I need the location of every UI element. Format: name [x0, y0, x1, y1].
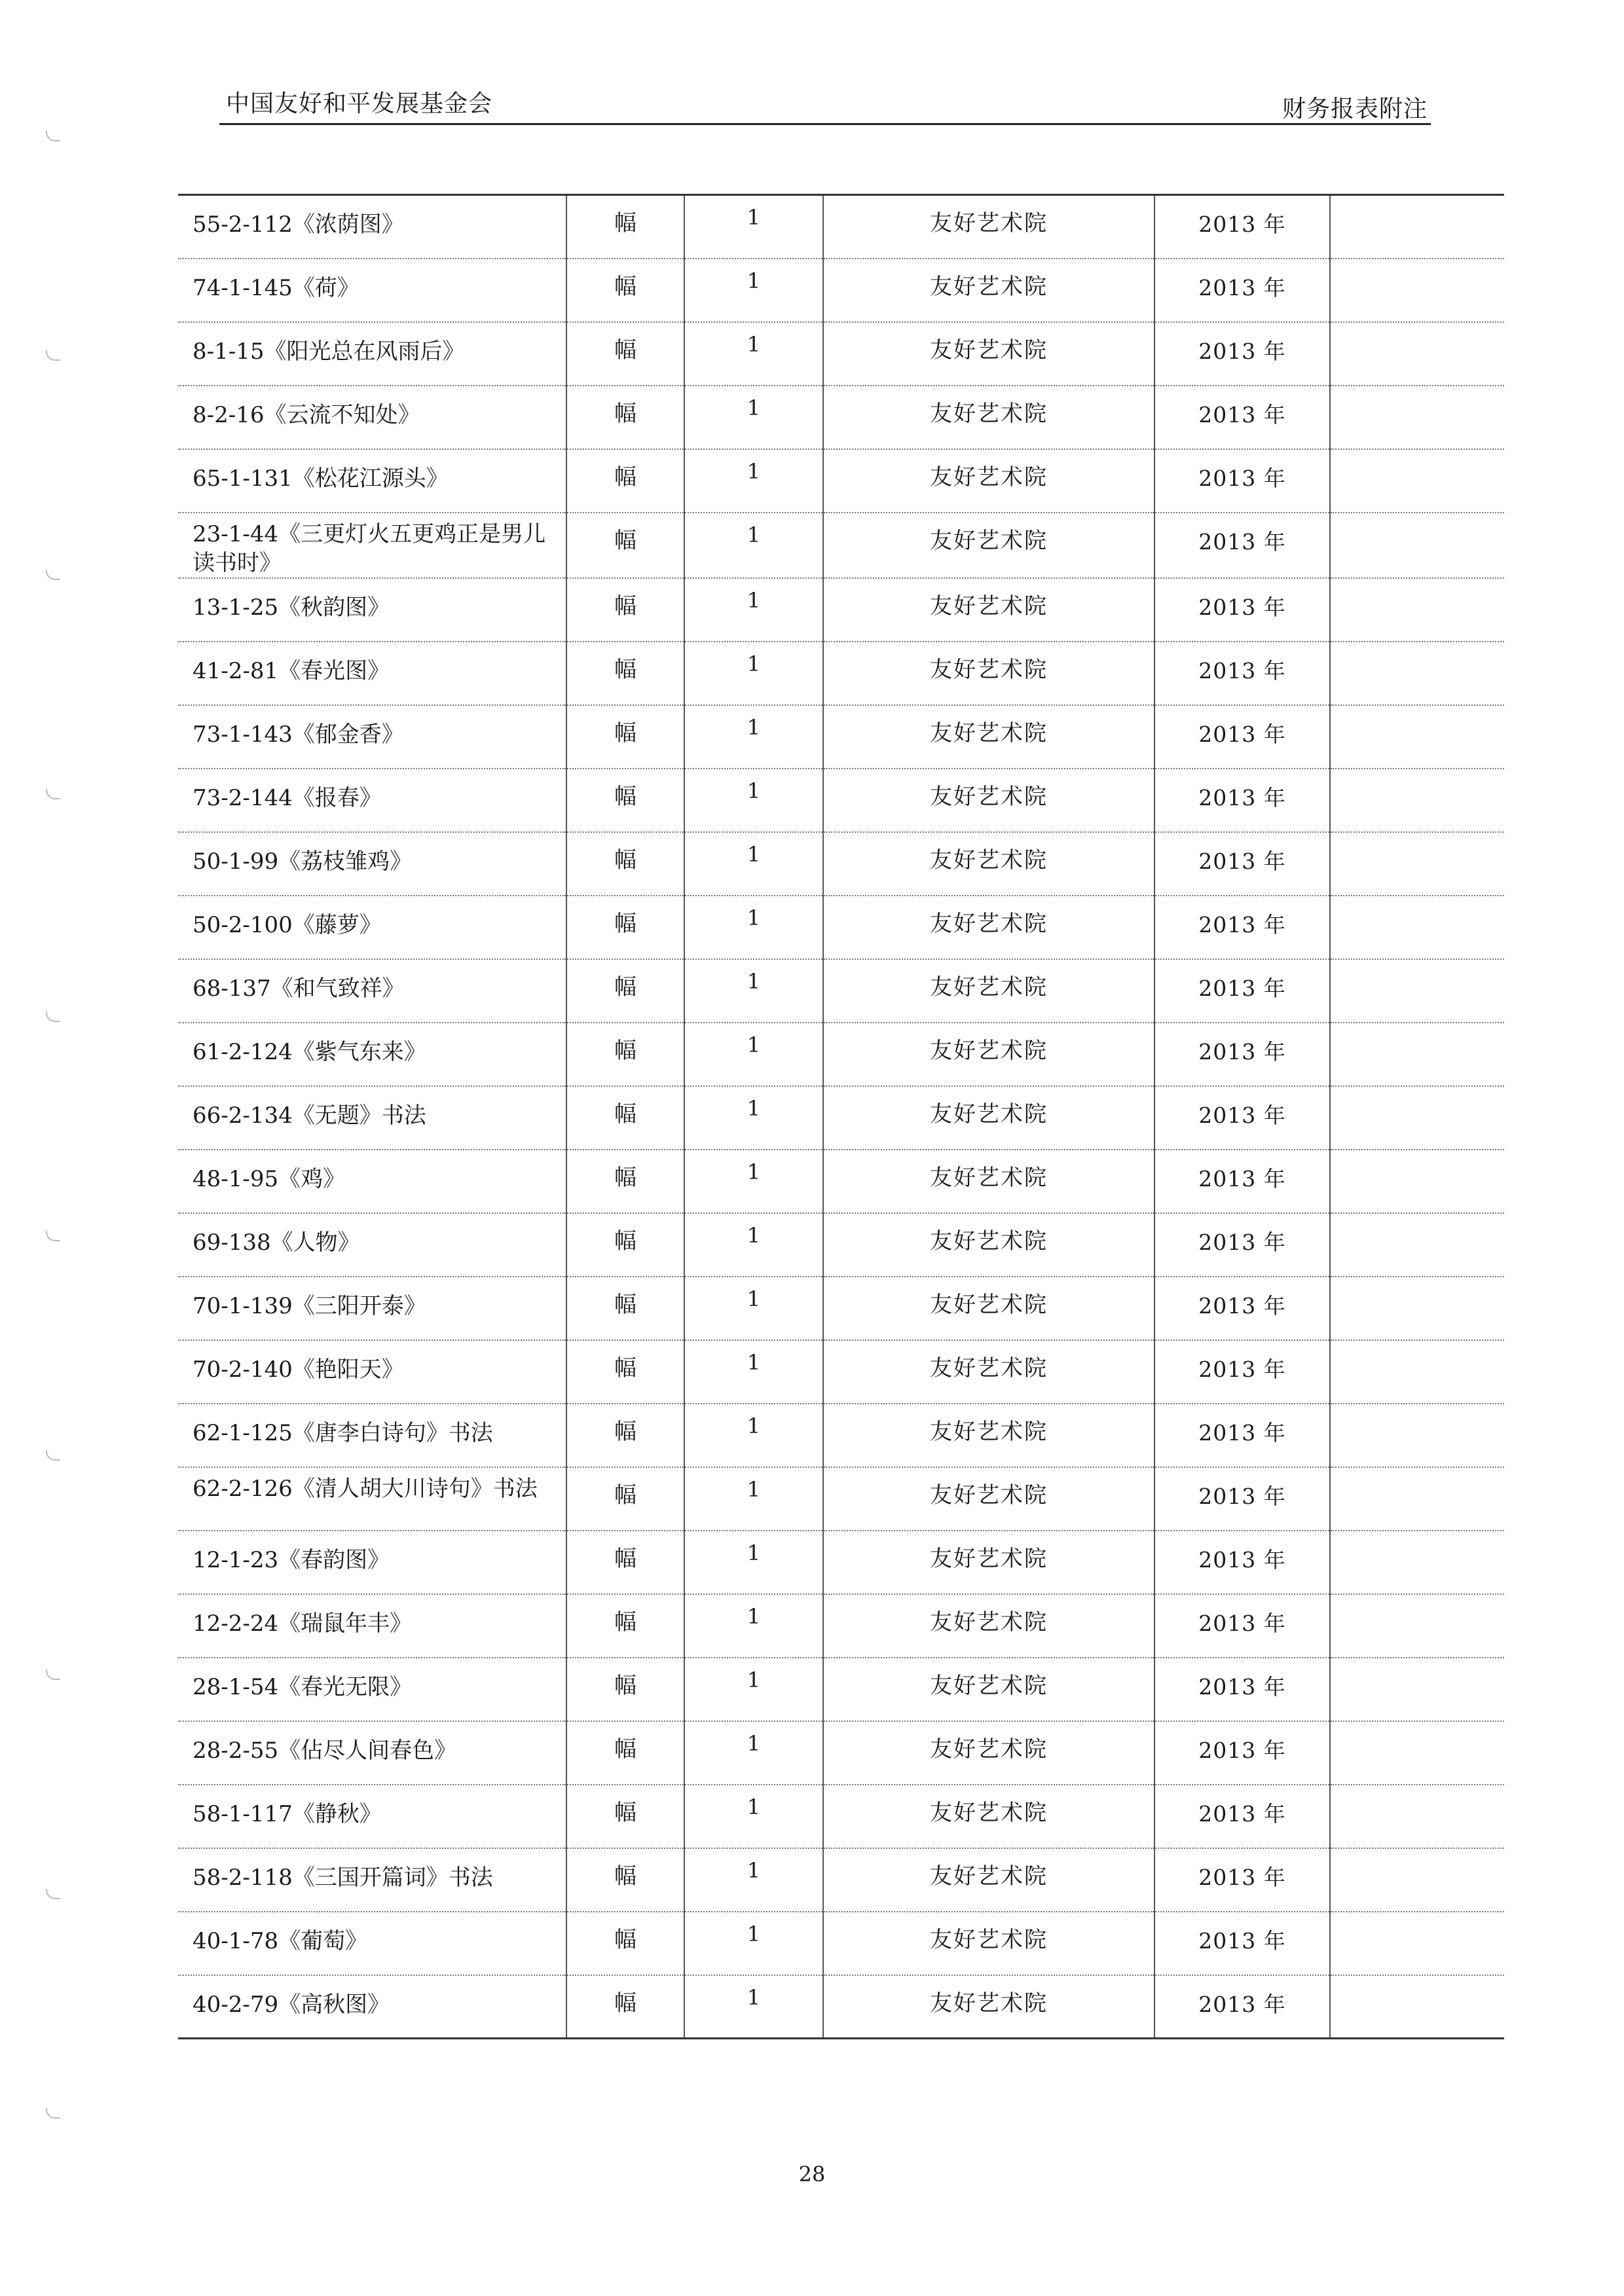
table-row: [178, 769, 1504, 832]
note-cell: [1330, 513, 1504, 578]
artwork-name-cell: 69-138《人物》: [178, 1213, 566, 1277]
unit-cell: 幅: [566, 449, 684, 513]
source-cell: 友好艺术院: [823, 259, 1154, 322]
quantity-cell: 1: [684, 1785, 823, 1848]
quantity-cell: 1: [684, 1658, 823, 1721]
header-divider: [219, 123, 1431, 125]
year-cell: 2013 年: [1154, 1023, 1330, 1086]
source-cell: 友好艺术院: [823, 1404, 1154, 1467]
table-row: [178, 642, 1504, 705]
year-cell: 2013 年: [1154, 1340, 1330, 1404]
quantity-cell: 1: [684, 259, 823, 322]
unit-cell: 幅: [566, 1277, 684, 1340]
note-cell: [1330, 959, 1504, 1023]
year-cell: 2013 年: [1154, 578, 1330, 642]
note-cell: [1330, 1023, 1504, 1086]
source-cell: 友好艺术院: [823, 1975, 1154, 2039]
artwork-name-cell: 70-1-139《三阳开泰》: [178, 1277, 566, 1340]
source-cell: 友好艺术院: [823, 896, 1154, 959]
quantity-cell: 1: [684, 1594, 823, 1658]
artwork-name-cell: 12-2-24《瑞鼠年丰》: [178, 1594, 566, 1658]
year-cell: 2013 年: [1154, 1848, 1330, 1912]
table-row: [178, 705, 1504, 769]
quantity-cell: 1: [684, 1912, 823, 1975]
binding-hole-mark: [46, 350, 60, 361]
source-cell: 友好艺术院: [823, 1721, 1154, 1785]
note-cell: [1330, 1467, 1504, 1531]
note-cell: [1330, 449, 1504, 513]
source-cell: 友好艺术院: [823, 1340, 1154, 1404]
artwork-name-cell: 50-1-99《荔枝雏鸡》: [178, 832, 566, 896]
artwork-name-cell: 65-1-131《松花江源头》: [178, 449, 566, 513]
source-cell: 友好艺术院: [823, 642, 1154, 705]
source-cell: 友好艺术院: [823, 1086, 1154, 1150]
year-cell: 2013 年: [1154, 1531, 1330, 1594]
table-row: [178, 1340, 1504, 1404]
year-cell: 2013 年: [1154, 1467, 1330, 1531]
quantity-cell: 1: [684, 322, 823, 386]
year-cell: 2013 年: [1154, 1721, 1330, 1785]
source-cell: 友好艺术院: [823, 1531, 1154, 1594]
note-cell: [1330, 896, 1504, 959]
quantity-cell: 1: [684, 642, 823, 705]
note-cell: [1330, 1912, 1504, 1975]
source-cell: 友好艺术院: [823, 449, 1154, 513]
table-row: [178, 1848, 1504, 1912]
year-cell: 2013 年: [1154, 896, 1330, 959]
artwork-name-cell: 66-2-134《无题》书法: [178, 1086, 566, 1150]
unit-cell: 幅: [566, 1150, 684, 1213]
year-cell: 2013 年: [1154, 832, 1330, 896]
quantity-cell: 1: [684, 449, 823, 513]
source-cell: 友好艺术院: [823, 1912, 1154, 1975]
table-row: [178, 1912, 1504, 1975]
quantity-cell: 1: [684, 959, 823, 1023]
unit-cell: 幅: [566, 1975, 684, 2039]
quantity-cell: 1: [684, 1975, 823, 2039]
table-row: [178, 1594, 1504, 1658]
source-cell: 友好艺术院: [823, 705, 1154, 769]
year-cell: 2013 年: [1154, 1277, 1330, 1340]
artwork-name-cell: 61-2-124《紫气东来》: [178, 1023, 566, 1086]
quantity-cell: 1: [684, 1150, 823, 1213]
binding-hole-mark: [46, 131, 60, 141]
unit-cell: 幅: [566, 705, 684, 769]
unit-cell: 幅: [566, 1531, 684, 1594]
quantity-cell: 1: [684, 1213, 823, 1277]
year-cell: 2013 年: [1154, 1785, 1330, 1848]
artwork-name-cell: 62-1-125《唐李白诗句》书法: [178, 1404, 566, 1467]
table-row: [178, 1213, 1504, 1277]
quantity-cell: 1: [684, 896, 823, 959]
source-cell: 友好艺术院: [823, 1785, 1154, 1848]
year-cell: 2013 年: [1154, 1912, 1330, 1975]
artwork-name-cell: 8-1-15《阳光总在风雨后》: [178, 322, 566, 386]
unit-cell: 幅: [566, 1404, 684, 1467]
year-cell: 2013 年: [1154, 1404, 1330, 1467]
unit-cell: 幅: [566, 1467, 684, 1531]
table-row: [178, 1975, 1504, 2039]
unit-cell: 幅: [566, 832, 684, 896]
note-cell: [1330, 642, 1504, 705]
table-row: [178, 1785, 1504, 1848]
unit-cell: 幅: [566, 1086, 684, 1150]
year-cell: 2013 年: [1154, 1975, 1330, 2039]
binding-hole-mark: [46, 1669, 60, 1680]
note-cell: [1330, 1404, 1504, 1467]
unit-cell: 幅: [566, 1340, 684, 1404]
note-cell: [1330, 1975, 1504, 2039]
artwork-name-cell: 13-1-25《秋韵图》: [178, 578, 566, 642]
quantity-cell: 1: [684, 705, 823, 769]
unit-cell: 幅: [566, 1785, 684, 1848]
binding-hole-mark: [46, 1231, 60, 1241]
unit-cell: 幅: [566, 769, 684, 832]
artwork-name-cell: 28-2-55《佔尽人间春色》: [178, 1721, 566, 1785]
unit-cell: 幅: [566, 1594, 684, 1658]
source-cell: 友好艺术院: [823, 959, 1154, 1023]
table-row: [178, 322, 1504, 386]
binding-hole-mark: [46, 2108, 60, 2119]
binding-hole-mark: [46, 789, 60, 799]
note-cell: [1330, 1340, 1504, 1404]
year-cell: 2013 年: [1154, 513, 1330, 578]
artwork-name-cell: 40-2-79《高秋图》: [178, 1975, 566, 2039]
source-cell: 友好艺术院: [823, 386, 1154, 449]
document-title: 财务报表附注: [1282, 96, 1428, 122]
year-cell: 2013 年: [1154, 195, 1330, 259]
year-cell: 2013 年: [1154, 259, 1330, 322]
note-cell: [1330, 832, 1504, 896]
artwork-name-cell: 74-1-145《荷》: [178, 259, 566, 322]
artwork-name-cell: 68-137《和气致祥》: [178, 959, 566, 1023]
year-cell: 2013 年: [1154, 1594, 1330, 1658]
note-cell: [1330, 769, 1504, 832]
unit-cell: 幅: [566, 513, 684, 578]
artwork-name-cell: 50-2-100《藤萝》: [178, 896, 566, 959]
year-cell: 2013 年: [1154, 1213, 1330, 1277]
source-cell: 友好艺术院: [823, 1658, 1154, 1721]
organization-name: 中国友好和平发展基金会: [226, 90, 493, 117]
year-cell: 2013 年: [1154, 1086, 1330, 1150]
quantity-cell: 1: [684, 1404, 823, 1467]
source-cell: 友好艺术院: [823, 1277, 1154, 1340]
artwork-name-cell: 12-1-23《春韵图》: [178, 1531, 566, 1594]
table-row: [178, 1721, 1504, 1785]
note-cell: [1330, 1785, 1504, 1848]
quantity-cell: 1: [684, 1848, 823, 1912]
table-row: [178, 959, 1504, 1023]
unit-cell: 幅: [566, 195, 684, 259]
year-cell: 2013 年: [1154, 769, 1330, 832]
year-cell: 2013 年: [1154, 705, 1330, 769]
note-cell: [1330, 1086, 1504, 1150]
note-cell: [1330, 322, 1504, 386]
table-row: [178, 1404, 1504, 1467]
unit-cell: 幅: [566, 578, 684, 642]
source-cell: 友好艺术院: [823, 513, 1154, 578]
table-row: [178, 259, 1504, 322]
quantity-cell: 1: [684, 1531, 823, 1594]
quantity-cell: 1: [684, 1467, 823, 1531]
artwork-asset-table: [178, 194, 1471, 2039]
unit-cell: 幅: [566, 896, 684, 959]
source-cell: 友好艺术院: [823, 1150, 1154, 1213]
year-cell: 2013 年: [1154, 386, 1330, 449]
quantity-cell: 1: [684, 769, 823, 832]
table-row: [178, 832, 1504, 896]
note-cell: [1330, 1531, 1504, 1594]
note-cell: [1330, 1213, 1504, 1277]
binding-hole-mark: [46, 1889, 60, 1899]
artwork-name-cell: 8-2-16《云流不知处》: [178, 386, 566, 449]
artwork-name-cell: 48-1-95《鸡》: [178, 1150, 566, 1213]
quantity-cell: 1: [684, 386, 823, 449]
artwork-name-cell: 23-1-44《三更灯火五更鸡正是男儿读书时》: [178, 513, 566, 578]
source-cell: 友好艺术院: [823, 578, 1154, 642]
binding-hole-mark: [46, 1450, 60, 1461]
quantity-cell: 1: [684, 578, 823, 642]
unit-cell: 幅: [566, 1912, 684, 1975]
note-cell: [1330, 259, 1504, 322]
table-row: [178, 1531, 1504, 1594]
artwork-name-cell: 41-2-81《春光图》: [178, 642, 566, 705]
year-cell: 2013 年: [1154, 959, 1330, 1023]
note-cell: [1330, 1848, 1504, 1912]
table-row: [178, 513, 1504, 578]
binding-hole-mark: [46, 1011, 60, 1022]
note-cell: [1330, 195, 1504, 259]
source-cell: 友好艺术院: [823, 195, 1154, 259]
unit-cell: 幅: [566, 1721, 684, 1785]
unit-cell: 幅: [566, 1848, 684, 1912]
source-cell: 友好艺术院: [823, 1213, 1154, 1277]
source-cell: 友好艺术院: [823, 1594, 1154, 1658]
source-cell: 友好艺术院: [823, 1023, 1154, 1086]
note-cell: [1330, 1594, 1504, 1658]
unit-cell: 幅: [566, 386, 684, 449]
table-row: [178, 386, 1504, 449]
note-cell: [1330, 578, 1504, 642]
binding-hole-mark: [46, 570, 60, 580]
artwork-name-cell: 58-1-117《静秋》: [178, 1785, 566, 1848]
artwork-name-cell: 58-2-118《三国开篇词》书法: [178, 1848, 566, 1912]
quantity-cell: 1: [684, 1340, 823, 1404]
source-cell: 友好艺术院: [823, 832, 1154, 896]
artwork-name-cell: 73-1-143《郁金香》: [178, 705, 566, 769]
quantity-cell: 1: [684, 1086, 823, 1150]
table-row: [178, 1023, 1504, 1086]
note-cell: [1330, 386, 1504, 449]
year-cell: 2013 年: [1154, 1658, 1330, 1721]
artwork-name-cell: 55-2-112《浓荫图》: [178, 195, 566, 259]
quantity-cell: 1: [684, 1721, 823, 1785]
unit-cell: 幅: [566, 642, 684, 705]
table-row: [178, 578, 1504, 642]
unit-cell: 幅: [566, 959, 684, 1023]
table-row: [178, 1086, 1504, 1150]
year-cell: 2013 年: [1154, 1150, 1330, 1213]
table-row: [178, 195, 1504, 259]
quantity-cell: 1: [684, 195, 823, 259]
table-row: [178, 1658, 1504, 1721]
source-cell: 友好艺术院: [823, 769, 1154, 832]
table-row: [178, 1467, 1504, 1531]
year-cell: 2013 年: [1154, 449, 1330, 513]
artwork-name-cell: 70-2-140《艳阳天》: [178, 1340, 566, 1404]
quantity-cell: 1: [684, 1277, 823, 1340]
unit-cell: 幅: [566, 259, 684, 322]
artwork-name-cell: 73-2-144《报春》: [178, 769, 566, 832]
note-cell: [1330, 1150, 1504, 1213]
table-row: [178, 1150, 1504, 1213]
quantity-cell: 1: [684, 832, 823, 896]
year-cell: 2013 年: [1154, 322, 1330, 386]
source-cell: 友好艺术院: [823, 1467, 1154, 1531]
source-cell: 友好艺术院: [823, 322, 1154, 386]
table-row: [178, 1277, 1504, 1340]
quantity-cell: 1: [684, 1023, 823, 1086]
year-cell: 2013 年: [1154, 642, 1330, 705]
unit-cell: 幅: [566, 1213, 684, 1277]
asset-table-body: [178, 195, 1504, 2039]
artwork-name-cell: 62-2-126《清人胡大川诗句》书法: [178, 1467, 566, 1531]
note-cell: [1330, 1277, 1504, 1340]
table-row: [178, 896, 1504, 959]
page-number: 28: [798, 2162, 826, 2187]
artwork-name-cell: 28-1-54《春光无限》: [178, 1658, 566, 1721]
unit-cell: 幅: [566, 322, 684, 386]
source-cell: 友好艺术院: [823, 1848, 1154, 1912]
unit-cell: 幅: [566, 1658, 684, 1721]
unit-cell: 幅: [566, 1023, 684, 1086]
artwork-name-cell: 40-1-78《葡萄》: [178, 1912, 566, 1975]
table-row: [178, 449, 1504, 513]
note-cell: [1330, 1721, 1504, 1785]
note-cell: [1330, 705, 1504, 769]
quantity-cell: 1: [684, 513, 823, 578]
note-cell: [1330, 1658, 1504, 1721]
